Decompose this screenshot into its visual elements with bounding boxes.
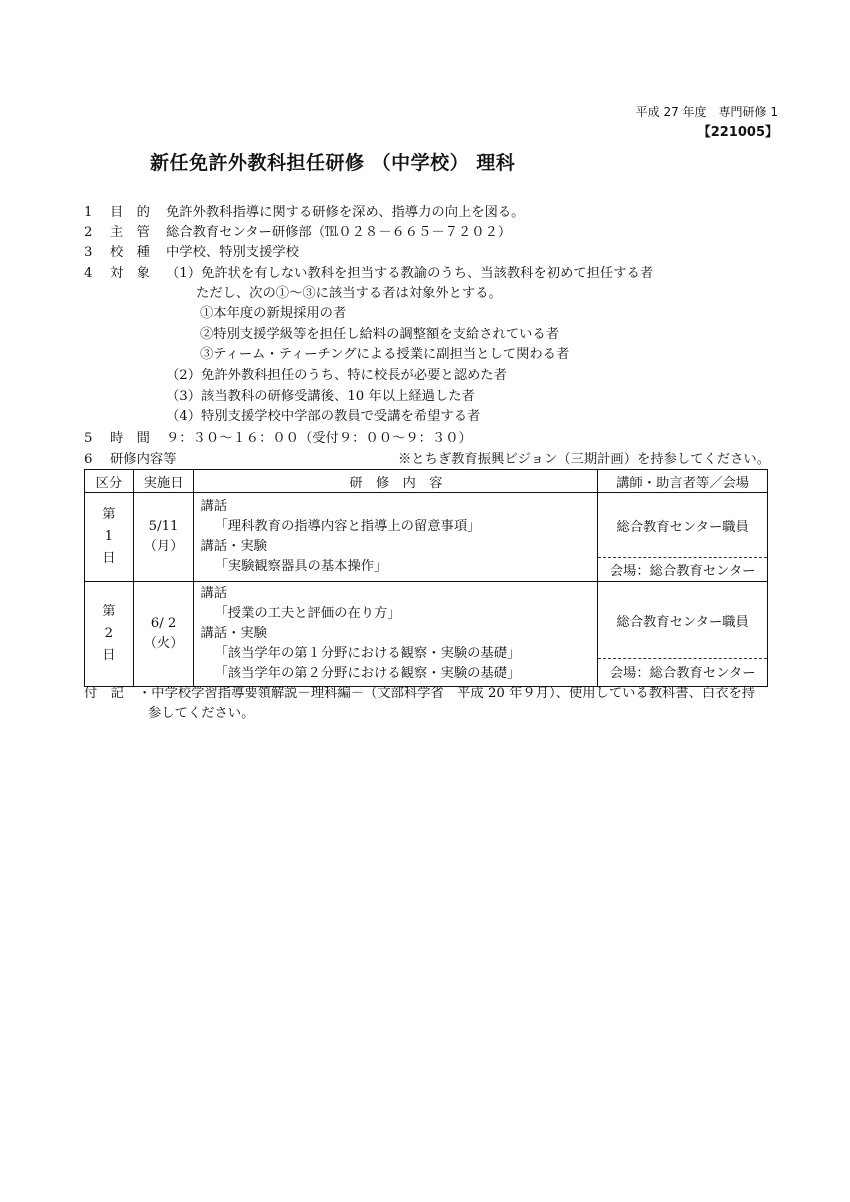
target-1-exclusion-1: ①本年度の新規採用の者 <box>200 306 347 321</box>
lecturer-cell <box>598 493 768 582</box>
appendix-text <box>138 684 778 724</box>
lecturer: 総合教育センター職員 <box>598 493 767 558</box>
table-row <box>85 582 768 687</box>
item-content <box>84 450 176 470</box>
item-number: 1 <box>84 205 93 220</box>
weekday: （火） <box>143 636 184 651</box>
session-title: 「該当学年の第２分野における観察・実験の基礎」 <box>214 666 521 681</box>
weekday: （月） <box>143 539 184 554</box>
target-4: （4）特別支援学校中学部の教員で受講を希望する者 <box>166 409 481 424</box>
table-row <box>85 493 768 582</box>
header-content: 研 修 内 容 <box>194 470 598 493</box>
lecturer-cell <box>598 582 768 687</box>
session-type: 講話 <box>200 586 228 601</box>
target-1-exclusion-3: ③ティーム・ティーチングによる授業に副担当として関わる者 <box>200 347 570 362</box>
day-cell <box>85 493 134 582</box>
item-text: 中学校、特別支援学校 <box>166 245 299 260</box>
lecturer: 総合教育センター職員 <box>598 582 767 659</box>
item-label: 研修内容等 <box>110 452 177 467</box>
header-lecturer-venue: 講師・助言者等／会場 <box>598 470 768 493</box>
date-cell <box>133 493 194 582</box>
schedule-table <box>84 469 768 687</box>
session-title: 「実験観察器具の基本操作」 <box>214 559 388 574</box>
item-label: 目 的 <box>110 205 150 220</box>
session-type: 講話・実験 <box>200 626 267 641</box>
item-number: 2 <box>84 225 93 240</box>
item-purpose <box>84 203 524 223</box>
item-school-type <box>84 243 299 263</box>
session-type: 講話 <box>200 499 228 514</box>
target-1-note: ただし、次の①～③に該当する者は対象外とする。 <box>196 286 502 301</box>
item-label: 主 管 <box>110 225 150 240</box>
header-category: 区分 <box>85 470 134 493</box>
day-char: 第 <box>102 604 116 619</box>
header-year-label: 平成 27 年度 専門研修 1 <box>635 105 778 119</box>
session-title: 「授業の工夫と評価の在り方」 <box>214 606 401 621</box>
day-char: 第 <box>102 507 116 522</box>
page-title: 新任免許外教科担任研修 （中学校） 理科 <box>150 152 516 174</box>
appendix-label: 付 記 <box>84 686 124 701</box>
appendix-line: 参してください。 <box>148 706 255 721</box>
item-label: 時 間 <box>110 431 150 446</box>
content-cell <box>194 582 598 687</box>
item-number: 3 <box>84 245 93 260</box>
item-label: 校 種 <box>110 245 150 260</box>
session-title: 「理科教育の指導内容と指導上の留意事項」 <box>214 519 481 534</box>
item-number: 6 <box>84 452 93 467</box>
date-cell <box>133 582 194 687</box>
item-number: 5 <box>84 431 93 446</box>
bring-vision-note: ※とちぎ教育振興ビジョン（三期計画）を持参してください。 <box>397 452 770 467</box>
content-cell <box>194 493 598 582</box>
header-date: 実施日 <box>133 470 194 493</box>
session-type: 講話・実験 <box>200 539 267 554</box>
date: 5/11 <box>148 519 179 534</box>
target-1-exclusion-2: ②特別支援学級等を担任し給料の調整額を支給されている者 <box>200 327 560 342</box>
item-time <box>84 429 472 449</box>
venue: 会場：総合教育センター <box>609 564 756 579</box>
item-target <box>84 264 653 284</box>
session-title: 「該当学年の第１分野における観察・実験の基礎」 <box>214 646 521 661</box>
venue: 会場：総合教育センター <box>609 666 756 681</box>
course-code: 【221005】 <box>697 125 778 140</box>
day-number: 1 <box>104 529 114 544</box>
day-number: 2 <box>104 626 114 641</box>
day-cell <box>85 582 134 687</box>
appendix-line: ・中学校学習指導要領解説－理科編－（文部科学省 平成 20 年９月）、使用している教科書、白衣を持 <box>138 686 756 701</box>
item-text: 総合教育センター研修部（℡０２８－６６５－７２０２） <box>166 225 512 240</box>
item-organizer <box>84 223 511 243</box>
target-3: （3）該当教科の研修受講後、10 年以上経過した者 <box>166 389 475 404</box>
item-number: 4 <box>84 266 93 281</box>
date: 6/ 2 <box>150 616 177 631</box>
day-char: 日 <box>102 551 116 566</box>
day-char: 日 <box>102 648 116 663</box>
item-text: 免許外教科指導に関する研修を深め、指導力の向上を図る。 <box>166 205 525 220</box>
item-label: 対 象 <box>110 266 150 281</box>
table-header-row <box>85 470 768 493</box>
item-text: ９：３０～１６：００（受付９：００～９：３０） <box>166 431 472 446</box>
target-2: （2）免許外教科担任のうち、特に校長が必要と認めた者 <box>166 368 507 383</box>
target-1: （1）免許状を有しない教科を担当する教諭のうち、当該教科を初めて担任する者 <box>166 266 654 281</box>
